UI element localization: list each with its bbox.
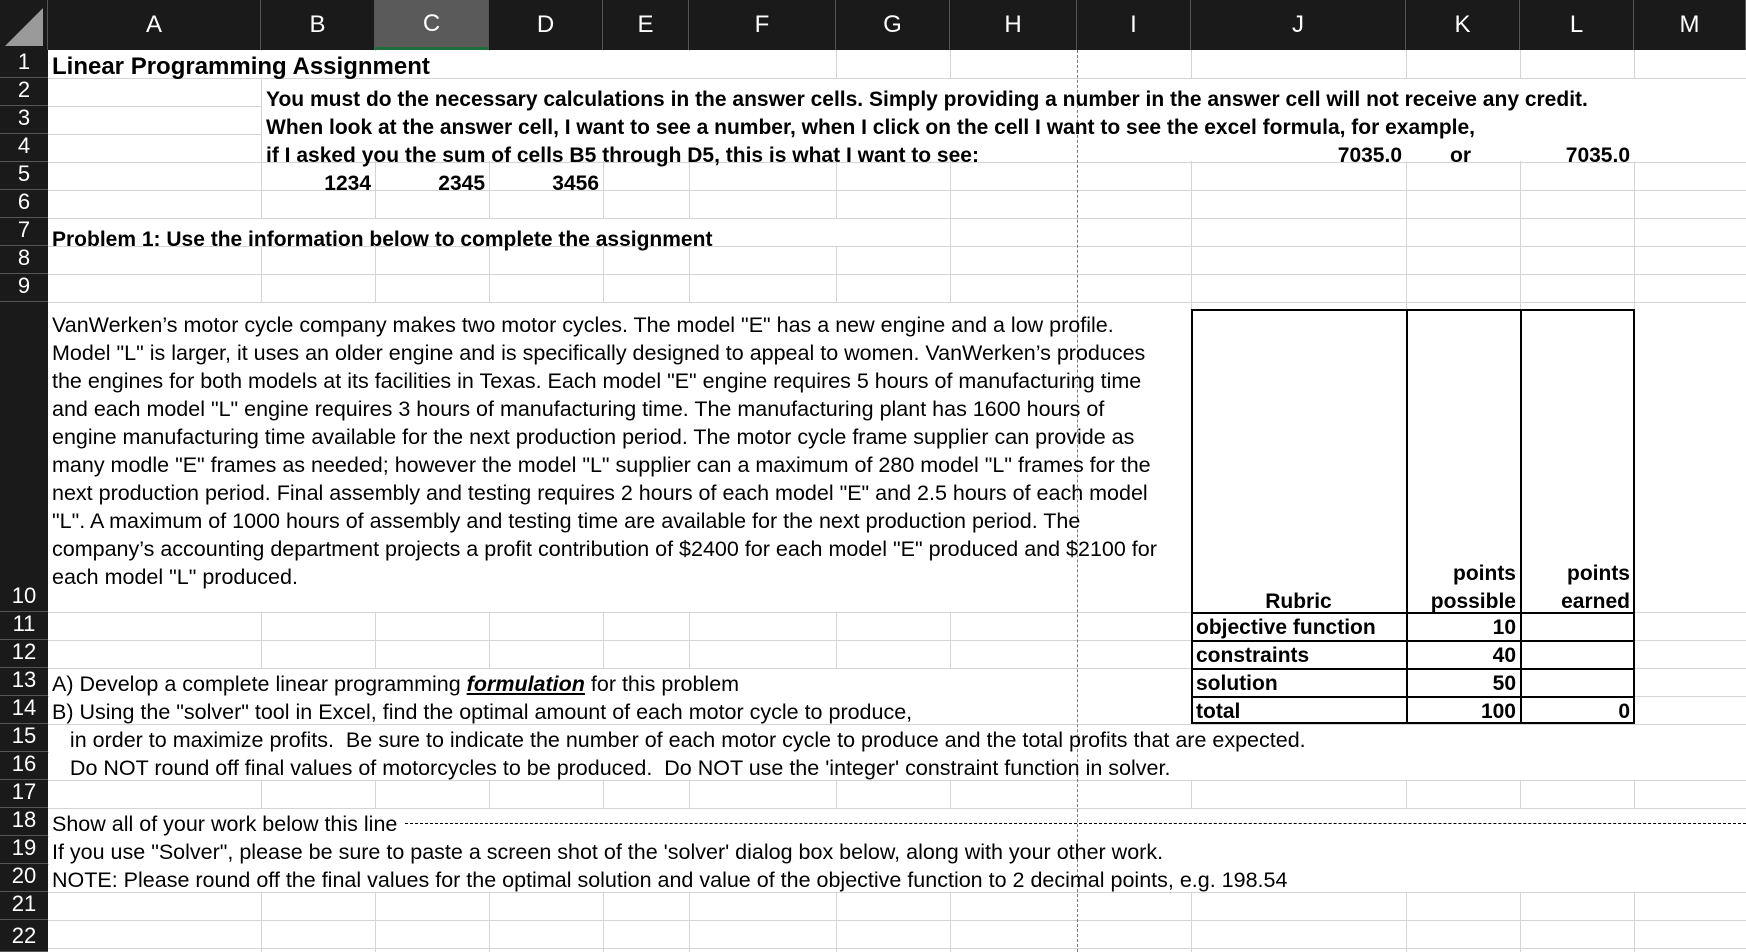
cell-a13-prefix: A) Develop a complete linear programming xyxy=(52,672,467,696)
problem-line: VanWerken’s motor cycle company makes two motor cycles. The model "E" has a new engine and a low profile. xyxy=(52,313,1114,337)
row-header-1[interactable]: 1 xyxy=(0,50,48,78)
cell-l4[interactable]: 7035.0 xyxy=(1565,144,1630,167)
column-header-a[interactable]: A xyxy=(48,0,261,50)
column-header-f[interactable]: F xyxy=(689,0,836,50)
row-header-18[interactable]: 18 xyxy=(0,808,48,836)
rubric-item-possible[interactable]: 40 xyxy=(1492,644,1516,667)
problem-line: company’s accounting department projects a profit contribution of $2400 for each model "E" produced and $2100 for xyxy=(52,537,1157,561)
rubric-earned-header-1: points xyxy=(1567,562,1630,585)
rubric-header[interactable]: Rubric xyxy=(1265,590,1332,613)
row-header-4[interactable]: 4 xyxy=(0,134,48,162)
problem-line: Model "L" is larger, it uses an older engine and is specifically designed to appeal to women. VanWerken’s produces xyxy=(52,341,1146,365)
row-header-5[interactable]: 5 xyxy=(0,162,48,190)
column-header-m[interactable]: M xyxy=(1634,0,1746,50)
row-header-15[interactable]: 15 xyxy=(0,724,48,752)
row-header-6[interactable]: 6 xyxy=(0,190,48,218)
problem-line: "L". A maximum of 1000 hours of assembly and testing time are available for the next production period. The xyxy=(52,509,1081,533)
row-header-12[interactable]: 12 xyxy=(0,640,48,668)
cell-a10-problem-text[interactable] xyxy=(52,311,1182,591)
column-header-j[interactable]: J xyxy=(1191,0,1406,50)
problem-line: and each model "L" engine requires 3 hours of manufacturing time. The manufacturing plant has 1600 hours of xyxy=(52,397,1105,421)
row-header-21[interactable]: 21 xyxy=(0,892,48,920)
cell-a7[interactable]: Problem 1: Use the information below to complete the assignment xyxy=(52,228,713,251)
cell-a1-title[interactable]: Linear Programming Assignment xyxy=(52,53,430,80)
rubric-item-label[interactable]: solution xyxy=(1196,672,1278,695)
row-header-10[interactable]: 10 xyxy=(0,302,48,612)
cell-d5[interactable]: 3456 xyxy=(552,172,599,195)
work-divider-line xyxy=(405,823,1746,824)
rubric-item-label[interactable]: constraints xyxy=(1196,644,1310,667)
problem-line: next production period. Final assembly and testing requires 2 hours of each model "E" and 2.5 hours of each model xyxy=(52,481,1148,505)
rubric-earned-header-2: earned xyxy=(1561,590,1630,613)
cell-a13-emphasis: formulation xyxy=(466,672,585,696)
cell-k4[interactable]: or xyxy=(1450,144,1471,167)
cell-a13-suffix: for this problem xyxy=(584,672,740,696)
row-header-20[interactable]: 20 xyxy=(0,864,48,892)
row-header-19[interactable]: 19 xyxy=(0,836,48,864)
cell-b3[interactable]: When look at the answer cell, I want to see a number, when I click on the cell I want to see the excel formula, for example, xyxy=(266,116,1476,139)
row-header-22[interactable]: 22 xyxy=(0,920,48,952)
column-header-h[interactable]: H xyxy=(950,0,1077,50)
row-header-16[interactable]: 16 xyxy=(0,752,48,780)
row-header-3[interactable]: 3 xyxy=(0,106,48,134)
row-header-9[interactable]: 9 xyxy=(0,274,48,302)
cell-a14[interactable]: B) Using the "solver" tool in Excel, find the optimal amount of each motor cycle to produce, xyxy=(52,700,913,724)
cell-j4[interactable]: 7035.0 xyxy=(1337,144,1402,167)
cell-a18[interactable]: Show all of your work below this line xyxy=(52,810,401,838)
rubric-possible-header-2: possible xyxy=(1430,590,1516,613)
row-header-7[interactable]: 7 xyxy=(0,218,48,246)
rubric-possible-header-1: points xyxy=(1453,562,1516,585)
column-header-g[interactable]: G xyxy=(836,0,950,50)
column-header-e[interactable]: E xyxy=(603,0,689,50)
row-header-2[interactable]: 2 xyxy=(0,78,48,106)
rubric-item-possible[interactable]: 100 xyxy=(1480,700,1516,723)
row-header-14[interactable]: 14 xyxy=(0,696,48,724)
problem-line: the engines for both models at its facilities in Texas. Each model "E" engine requires 5 hours of manufacturing time xyxy=(52,369,1142,393)
cell-a15[interactable]: in order to maximize profits. Be sure to indicate the number of each motor cycle to produce and the total profits that are expected. xyxy=(52,728,1306,752)
cell-a19[interactable]: If you use "Solver", please be sure to paste a screen shot of the 'solver' dialog box below, along with your other work. xyxy=(52,840,1164,864)
row-header-8[interactable]: 8 xyxy=(0,246,48,274)
cell-c5[interactable]: 2345 xyxy=(438,172,485,195)
row-header-11[interactable]: 11 xyxy=(0,612,48,640)
column-header-b[interactable]: B xyxy=(261,0,375,50)
rubric-item-label[interactable]: total xyxy=(1196,700,1241,723)
rubric-divider xyxy=(1520,309,1522,724)
cell-b5[interactable]: 1234 xyxy=(324,172,371,195)
rubric-item-label[interactable]: objective function xyxy=(1196,616,1376,639)
cell-a16[interactable]: Do NOT round off final values of motorcycles to be produced. Do NOT use the 'integer' constraint function in solver. xyxy=(52,756,1171,780)
column-header-k[interactable]: K xyxy=(1406,0,1520,50)
problem-line: each model "L" produced. xyxy=(52,565,298,589)
column-header-l[interactable]: L xyxy=(1520,0,1634,50)
problem-line: engine manufacturing time available for the next production period. The motor cycle frame supplier can provide as xyxy=(52,425,1135,449)
problem-line: many modle "E" frames as needed; however the model "L" supplier can a maximum of 280 model "L" frames for the xyxy=(52,453,1151,477)
cell-a13[interactable] xyxy=(52,670,739,698)
column-header-c[interactable]: C xyxy=(375,0,489,50)
select-all-corner[interactable] xyxy=(0,0,48,50)
cell-b2[interactable]: You must do the necessary calculations in the answer cells. Simply providing a number in the answer cell will not receive any credit. xyxy=(266,88,1588,111)
row-header-13[interactable]: 13 xyxy=(0,668,48,696)
rubric-item-earned[interactable]: 0 xyxy=(1618,700,1630,723)
column-header-i[interactable]: I xyxy=(1077,0,1191,50)
column-header-d[interactable]: D xyxy=(489,0,603,50)
rubric-item-possible[interactable]: 10 xyxy=(1492,616,1516,639)
rubric-item-possible[interactable]: 50 xyxy=(1492,672,1516,695)
cell-b4[interactable]: if I asked you the sum of cells B5 through D5, this is what I want to see: xyxy=(266,144,979,167)
row-header-17[interactable]: 17 xyxy=(0,780,48,808)
cell-a20[interactable]: NOTE: Please round off the final values for the optimal solution and value of the objective function to 2 decimal points, e.g. 198.54 xyxy=(52,868,1288,892)
